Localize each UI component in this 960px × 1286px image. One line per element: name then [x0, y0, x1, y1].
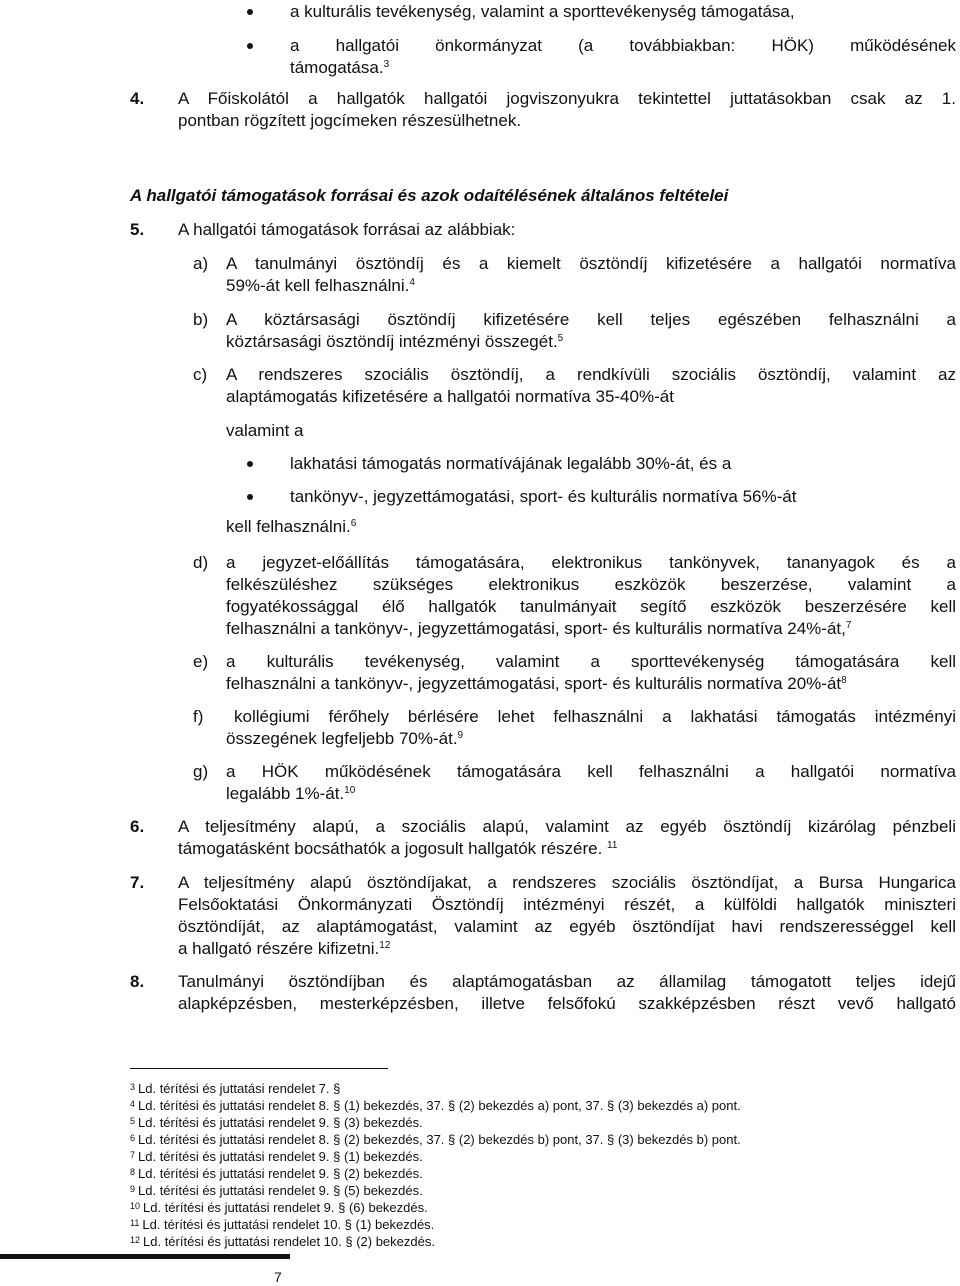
bullet-text: tankönyv-, jegyzettámogatási, sport- és kulturális normatíva 56%-át — [290, 487, 797, 506]
subitem-line: alaptámogatás kifizetésére a hallgatói normatíva 35-40%-át — [226, 387, 674, 406]
bullet-dot — [247, 494, 253, 500]
subitem-line: összegének legfeljebb 70%-át.$^9$ — [226, 729, 464, 748]
footnote-ref: 9 — [457, 730, 464, 741]
item-number: 7. — [130, 873, 145, 892]
paragraph-line: Tanulmányi ösztöndíjban és alaptámogatásban az államilag támogatott teljes idejű — [178, 972, 956, 991]
subitem-line: A tanulmányi ösztöndíj és a kiemelt ösztöndíj kifizetésére a hallgatói normatíva — [226, 254, 956, 273]
footnote: $^6$ Ld. térítési és juttatási rendelet 8. § (2) bekezdés, 37. § (2) bekezdés b) pont, 37. § (3) bekezdés b) pont. — [130, 1132, 741, 1147]
bullet-text: lakhatási támogatás normatívájának legalább 30%-át, és a — [290, 454, 732, 473]
footnote-ref: 8 — [841, 675, 847, 686]
bullet-dot — [247, 461, 253, 467]
footnote-ref: 6 — [350, 518, 357, 529]
subitem-line: felhasználni a tankönyv-, jegyzettámogatási, sport- és kulturális normatíva 24%-át,$^7$ — [226, 619, 852, 638]
bullet-text: a hallgatói önkormányzat (a továbbiakban: HÖK) működésének — [290, 36, 956, 55]
paragraph-line: alapképzésben, mesterképzésben, illetve felsőfokú szakképzésben részt vevő hallgató — [178, 994, 956, 1013]
footnote: $^9$ Ld. térítési és juttatási rendelet 9. § (5) bekezdés. — [130, 1183, 423, 1198]
footnote: $^5$ Ld. térítési és juttatási rendelet 9. § (3) bekezdés. — [130, 1115, 423, 1130]
subitem-label: b) — [193, 310, 209, 329]
footnote-ref: 11 — [607, 840, 618, 851]
bullet-text-continued: támogatása.$^3$ — [290, 58, 390, 77]
subitem-line: A köztársasági ösztöndíj kifizetésére kell teljes egészében felhasználni a — [226, 310, 956, 329]
paragraph-line: ösztöndíját, az alaptámogatást, valamint az egyéb ösztöndíjat havi rendszerességgel kell — [178, 917, 956, 936]
footnote-ref: 12 — [379, 940, 391, 951]
subitem-line: a jegyzet-előállítás támogatására, elektronikus tankönyvek, tananyagok és a — [226, 553, 956, 572]
section-heading: A hallgatói támogatások forrásai és azok odaítélésének általános feltételei — [130, 186, 729, 205]
subitem-line: a kulturális tevékenység, valamint a sporttevékenység támogatására kell — [226, 652, 956, 671]
paragraph-line: A teljesítmény alapú ösztöndíjakat, a rendszeres szociális ösztöndíjat, a Bursa Hungarica — [178, 873, 956, 892]
paragraph-line: pontban rögzített jogcímeken részesülhetnek. — [178, 111, 522, 130]
subitem-line: valamint a — [226, 421, 304, 440]
subitem-label: d) — [193, 553, 209, 572]
footnote: $^{12}$ Ld. térítési és juttatási rendelet 10. § (2) bekezdés. — [130, 1234, 435, 1249]
bullet-dot — [247, 43, 253, 49]
footnote-ref: 4 — [409, 277, 415, 288]
subitem-line: A rendszeres szociális ösztöndíj, a rendkívüli szociális ösztöndíj, valamint az — [226, 365, 956, 384]
subitem-label: a) — [193, 254, 209, 273]
subitem-line: kell felhasználni.$^6$ — [226, 517, 357, 536]
paragraph-line: a hallgató részére kifizetni.$^{12}$ — [178, 939, 391, 958]
footnote: $^{11}$ Ld. térítési és juttatási rendelet 10. § (1) bekezdés. — [130, 1217, 435, 1232]
footnote-ref: 10 — [344, 785, 356, 796]
bullet-text: a kulturális tevékenység, valamint a sporttevékenység támogatása, — [290, 2, 795, 21]
footnote-ref: 7 — [845, 620, 852, 631]
item-number: 6. — [130, 817, 145, 836]
paragraph-line: támogatásként bocsáthatók a jogosult hallgatók részére. $^{11}$ — [178, 839, 618, 858]
subitem-line: 59%-át kell felhasználni.$^4$ — [226, 276, 415, 295]
page-number: 7 — [274, 1269, 282, 1285]
paragraph-line: A hallgatói támogatások forrásai az alábbiak: — [178, 220, 516, 239]
footnote: $^3$ Ld. térítési és juttatási rendelet 7. § — [130, 1081, 341, 1096]
item-number: 8. — [130, 972, 145, 991]
subitem-label: c) — [193, 365, 208, 384]
subitem-label: e) — [193, 652, 209, 671]
subitem-line: kollégiumi férőhely bérlésére lehet felhasználni a lakhatási támogatás intézményi — [234, 707, 956, 726]
paragraph-line: Felsőoktatási Önkormányzati Ösztöndíj intézményi részét, a külföldi hallgatók miniszteri — [178, 895, 956, 914]
footnote: $^{10}$ Ld. térítési és juttatási rendelet 9. § (6) bekezdés. — [130, 1200, 428, 1215]
item-number: 5. — [130, 220, 145, 239]
subitem-line: legalább 1%-át.$^{10}$ — [226, 784, 356, 803]
subitem-label: f) — [193, 707, 204, 726]
subitem-line: fogyatékossággal élő hallgatók tanulmányait segítő eszközök beszerzésére kell — [226, 597, 956, 616]
footnote-separator — [130, 1068, 388, 1069]
item-number: 4. — [130, 89, 145, 108]
subitem-line: köztársasági ösztöndíj intézményi összegét.$^5$ — [226, 332, 564, 351]
footer-rule — [0, 1254, 290, 1259]
footnote-ref: 5 — [557, 333, 564, 344]
bullet-dot — [247, 9, 253, 15]
footnote: $^8$ Ld. térítési és juttatási rendelet 9. § (2) bekezdés. — [130, 1166, 423, 1181]
subitem-line: a HÖK működésének támogatására kell felhasználni a hallgatói normatíva — [226, 762, 956, 781]
subitem-label: g) — [193, 762, 209, 781]
subitem-line: felkészüléshez szükséges elektronikus eszközök beszerzése, valamint a — [226, 575, 956, 594]
footnote: $^4$ Ld. térítési és juttatási rendelet 8. § (1) bekezdés, 37. § (2) bekezdés a) pont, 37. § (3) bekezdés a) pont. — [130, 1098, 741, 1113]
paragraph-line: A Főiskolától a hallgatók hallgatói jogviszonyukra tekintettel juttatásokban csak az 1. — [178, 89, 956, 108]
subitem-line: felhasználni a tankönyv-, jegyzettámogatási, sport- és kulturális normatíva $20\%-át^8$ — [226, 674, 847, 693]
paragraph-line: A teljesítmény alapú, a szociális alapú, valamint az egyéb ösztöndíj kizárólag pénzbeli — [178, 817, 956, 836]
footnote: $^7$ Ld. térítési és juttatási rendelet 9. § (1) bekezdés. — [130, 1149, 423, 1164]
footnote-ref: 3 — [383, 59, 390, 70]
